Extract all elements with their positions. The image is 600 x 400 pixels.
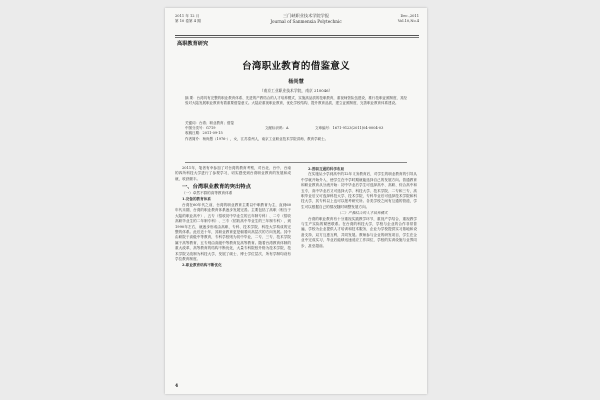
running-header (175, 13, 419, 35)
body-paragraph: 台湾的职业教育有十分重视实践教学环节，重视产学结合，重视教学与生产实际的紧密联系。在台湾的科技大学，学校与企业的合作非常普遍，学校为企业提供人才培训和技术服务，企业为学校提供实习基地和设备支持，双方互惠互利，共同发展。教师参与企业的研发项目，学生在企业中完成实习，毕业后能够迅速适应工作岗位，学校的实训设施与业界同步，甚至超前。 (301, 216, 417, 248)
body-column-right (301, 166, 417, 249)
keywords: 关键词：台湾；职业教育；借鉴 (185, 121, 234, 125)
section-heading: 一、台湾职业教育的突出特点 (182, 183, 251, 190)
body-paragraph: 2011年，笔者有幸参加了对台湾的教育考察，对台北、台中、台南的四所科技大学进行了参观学习，切实感受到台湾职业教育的发展和成就，收获颇丰。 (175, 166, 291, 181)
section-tag: 高职教育研究 (177, 41, 209, 47)
subsection-heading: 2.普职互通的科学布局 (308, 166, 345, 171)
subsection-heading: 2.职业教育结构不断优化 (182, 263, 222, 267)
journal-page (165, 8, 427, 394)
subsection-heading: （一）卓然不群的高等教育体系 (182, 191, 233, 196)
subsection-heading: （二）产教结合的人才培养模式 (337, 210, 388, 215)
page-number: 4 (175, 384, 179, 389)
clc-number: 中图分类号：G719 (185, 126, 216, 131)
author-bio: 作者简介：杨尚慧（1976-），女，江苏泰州人，南京工业职业技术学院讲师，教育学硕士。 (185, 136, 329, 141)
header-rule-thin (175, 37, 419, 38)
article-affiliation: （南京工业职业技术学院，南京 210046） (259, 88, 333, 93)
subsection-heading: 1.完备的教育体系 (182, 197, 211, 202)
article-abstract: 摘 要：台湾具有完整的职业教育体系、先进的产教结合的人才培养模式，实施高品质的技职教育，重视师资队伍建设，推行技职证照制度，其经验对大陆发展职业教育有着重要借鉴意义。大陆应重视职业教育，优化学校结构，提升教育品质，建立证照制度，完善职业教育体系建设。 (185, 96, 407, 106)
article-author: 杨尚慧 (288, 79, 304, 85)
article-id: 文章编号：1671-9123(2011)04-0004-03 (315, 126, 384, 131)
header-date-issue: 2011 年 12 月 第 10 卷第 4 期 (175, 14, 201, 23)
received-date: 收稿日期：2011-09-15 (185, 131, 223, 136)
header-volume: Dec.,2011 Vol.10,No.4 (397, 14, 419, 23)
article-metadata (185, 121, 407, 142)
doc-code: 文献标识码：A (265, 126, 289, 131)
body-paragraph: 台湾在60年代之前，台湾的职业教育主要以中职教育为主，直到60年代末期，台湾的职业教育体系逐步发展完善。主要包括了高职（相当于大陆的职业高中）、五专（招收初中毕业生的五年制专科）、二专（招收高职毕业生的二年制专科）、三专（招收高中毕业生的三年制专科），到1990年左右，就逐步形成由高职、专科、技术学院、科技大学构成的完整的体系。此后近十年，其职业教育更是朝着向高层次的方向发展。其中由职院于高级中等教育，专科学校则为初中毕业，二专、三专、技术学院属于高等教育，五专则由高级中等教育及高等教育。随着台湾教育体制的重大改革，高等教育的结构不断优化，大量专科院校升格为技术学院，技术学院又改制为科技大学，发展了硕士、博士学位层次，所有学制均设有学位教育制度。 (175, 203, 291, 262)
article-title: 台湾职业教育的借鉴意义 (242, 61, 350, 72)
header-journal-name: 三门峡职业技术学院学报 Journal of Sanmenxia Polytechnic (270, 13, 342, 24)
header-rule (175, 35, 419, 36)
body-column-left (175, 166, 291, 269)
body-paragraph: 在实施从小学到高中的12年义务教育后，对学生的职业教育的引导从中学就开始介入，使学生在中学时期就能选择自己的发展方向。普通教育和职业教育从分流开始：初中毕业后学生可选择高中、高职、综合高中和五专，高中毕业后又可选择大学、科技大学、技术学院、二专和三专，高职毕业后又可选择科技大学、技术学院，专科毕业后可选择技术学院和科技大学，其专科以上也可以报考研究所。各类学校之间有互通的管道，学生可以根据自己的情况随时调整发展方向。 (301, 172, 417, 209)
metadata-divider (185, 162, 407, 163)
